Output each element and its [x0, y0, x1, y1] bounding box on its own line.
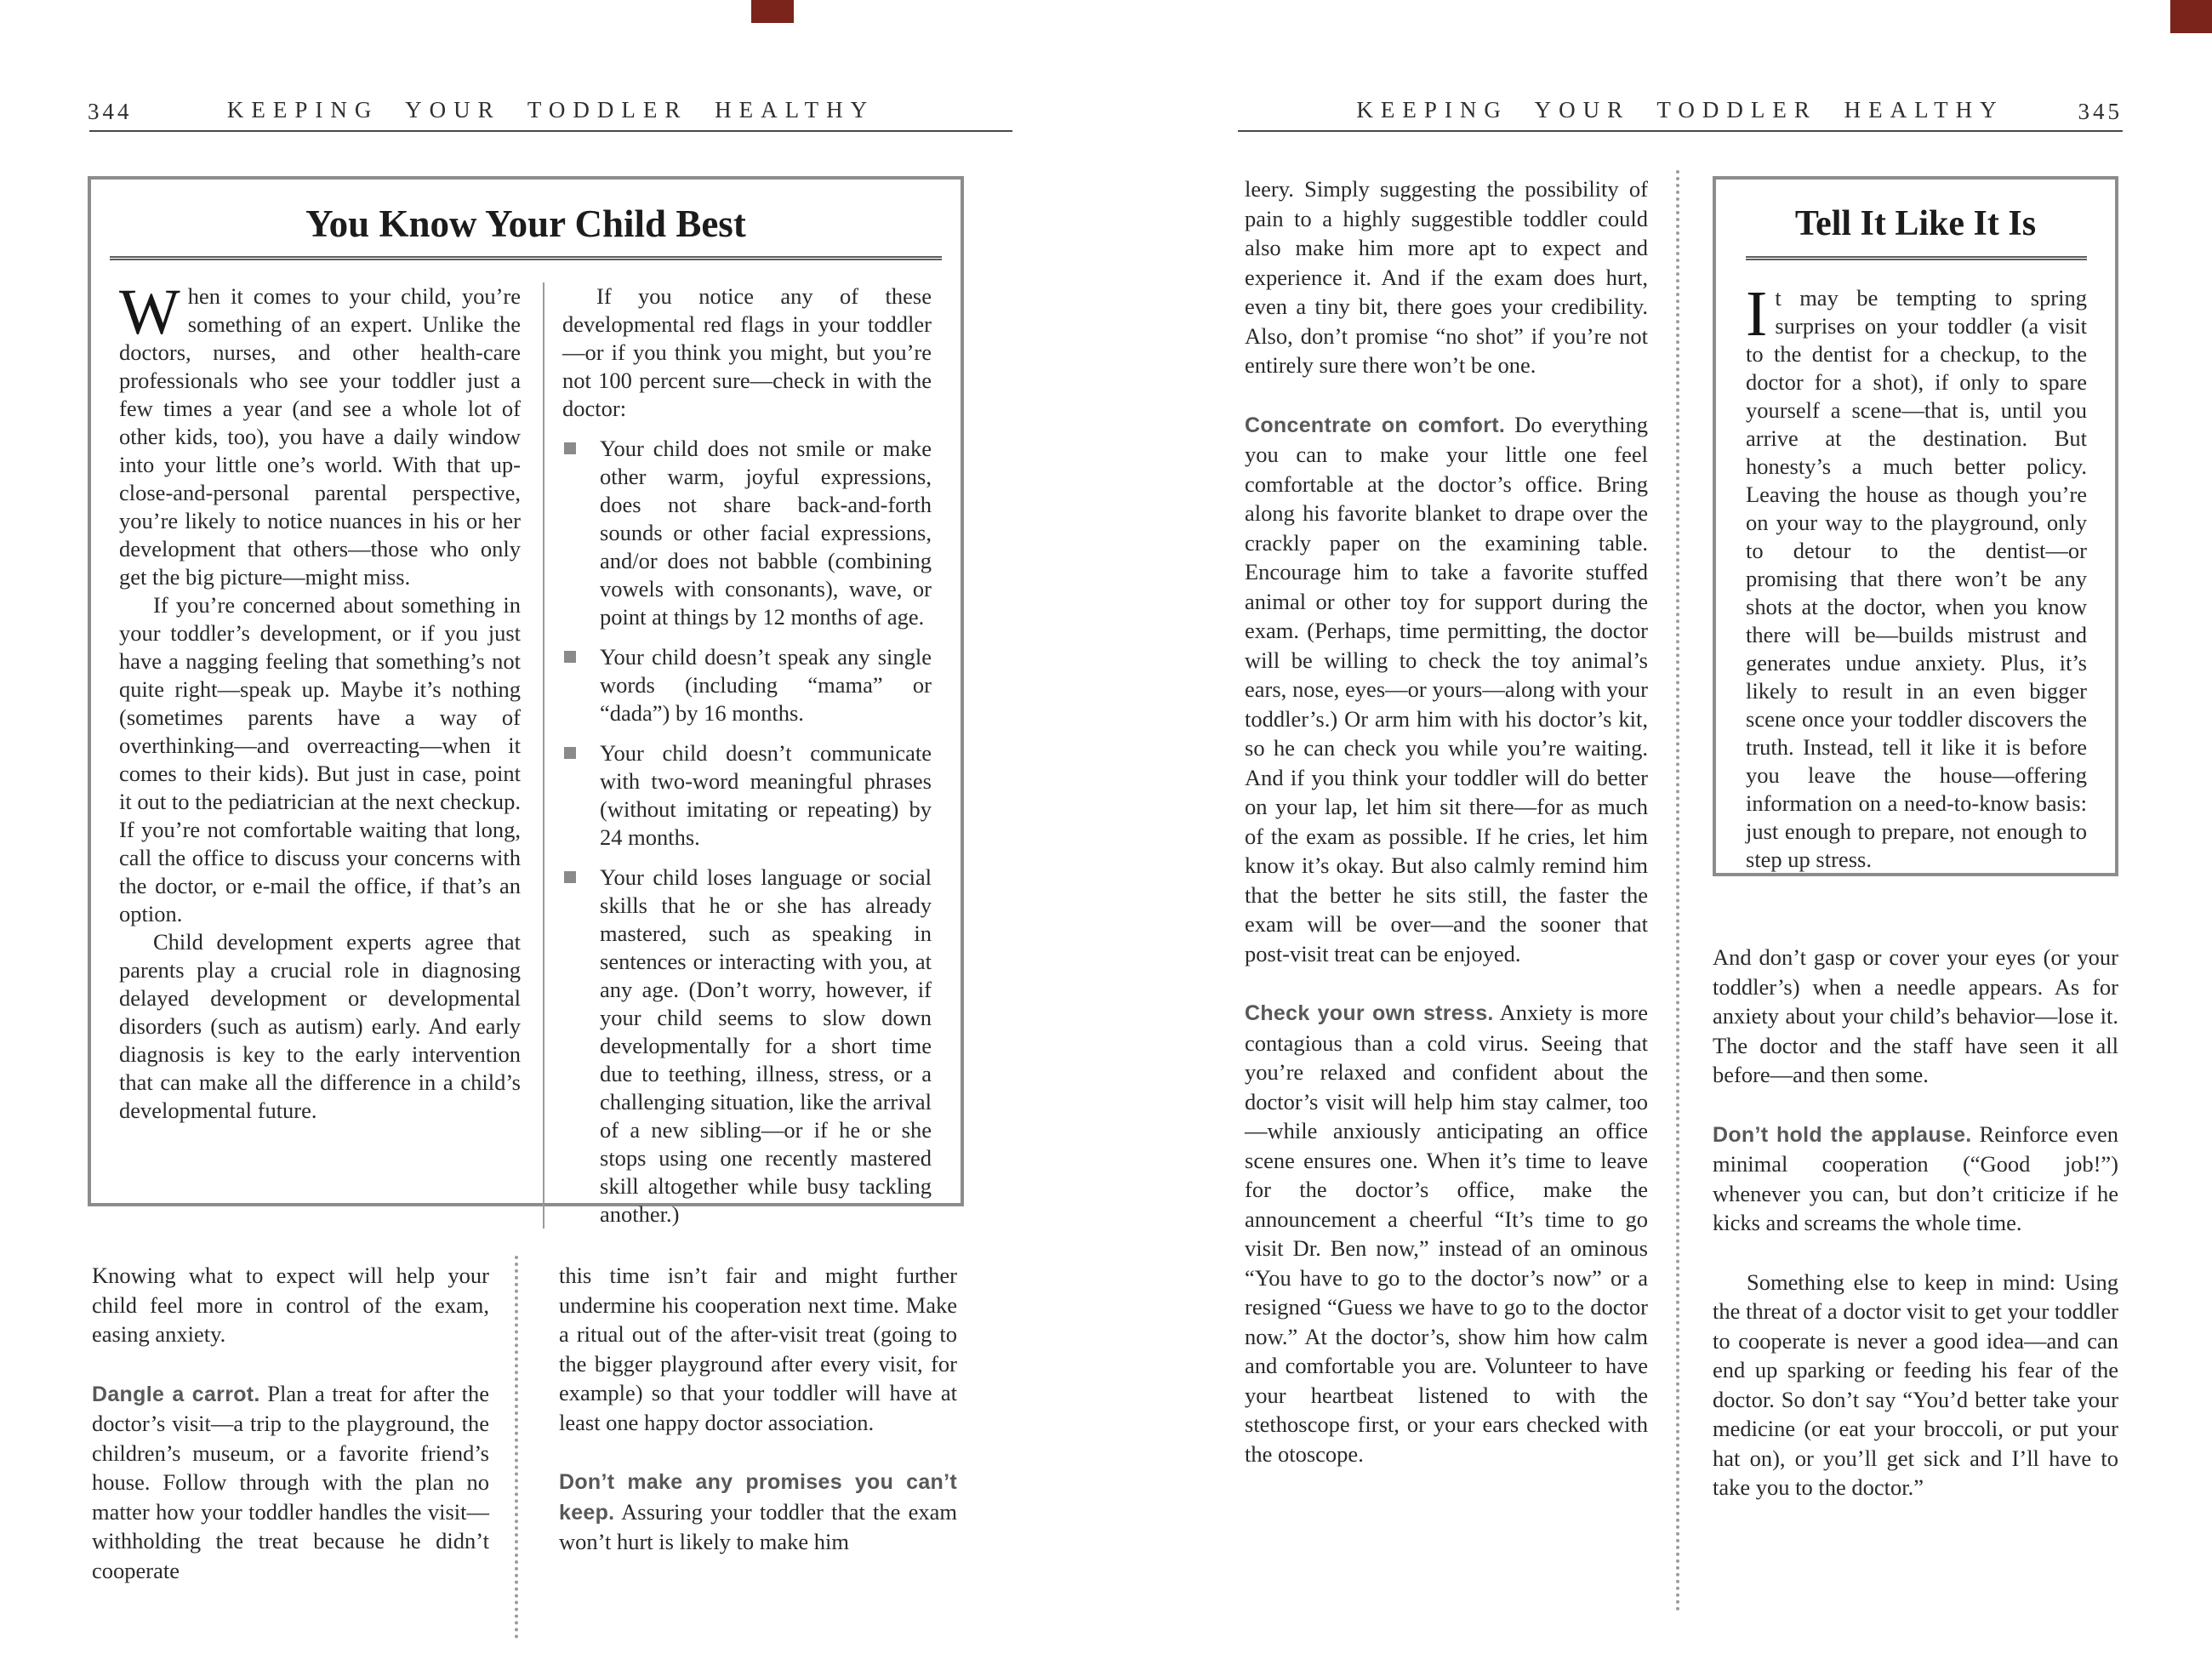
box-column-1	[119, 276, 544, 1229]
red-scan-mark-top	[751, 0, 794, 23]
box-columns	[119, 276, 932, 1229]
paragraph: When it comes to your child, you’re something of an expert. Unlike the doctors, nurses, and other health-care professionals who see your toddler just a few times a year (and see a whole lot of other kids, too), you have a daily window into your little one’s world. With that up-close-and-personal parental perspective, you’re likely to notice nuances in his or her development that others—those who only get the big picture—might miss.	[119, 276, 521, 590]
paragraph-with-lead: Dangle a carrot. Plan a treat for after the doctor’s visit—a trip to the playground, the children’s museum, or a favorite friend’s house. Follow through with the plan no matter how your toddler handles the visit—withholding the treat because he didn’t cooperate	[92, 1380, 489, 1583]
paragraph-with-lead: Check your own stress. Anxiety is more contagious than a cold virus. Seeing that you’re relaxed and confident about the doctor’s visit will help him stay calmer, too—while anxiously anticipating an office scene ensures one. When it’s time to leave for the doctor’s office, make the announcement a cheerful “It’s time to go visit Dr. Ben now,” instead of an ominous “You have to go to the doctor’s now” or a resigned “Guess we have to go to the doctor now.” At the doctor’s, show him how calm and comfortable you are. Volunteer to have your heartbeat listened to with the stethoscope first, or your ears checked with the otoscope.	[1245, 1000, 1648, 1467]
sidebar-box-you-know-your-child-best	[88, 176, 964, 1227]
red-flag-bullet-item: Your child doesn’t speak any single words (including “mama” or “dada”) by 16 months.	[562, 643, 932, 727]
left-page-lower-column-2	[559, 1261, 957, 1557]
paragraph-lead: Don’t hold the applause.	[1713, 1122, 1972, 1147]
running-head-left: KEEPING YOUR TODDLER HEALTHY	[226, 97, 875, 123]
paragraph-lead: Check your own stress.	[1245, 1001, 1494, 1025]
box-body	[1746, 278, 2087, 874]
page-number-right: 345	[2078, 99, 2123, 124]
paragraph-lead: Concentrate on comfort.	[1245, 413, 1506, 437]
paragraph: If you’re concerned about something in your toddler’s development, or if you just have a nagging feeling that something’s not quite right—speak up. Maybe it’s nothing (sometimes parents have a way of overthinking—and overreacting—when it comes to their kids). But just in case, point it out to the pediatrician at the next checkup. If you’re not comfortable waiting that long, call the office to discuss your concerns with the doctor, or e-mail the office, if that’s an option.	[119, 592, 521, 926]
box-column-2	[544, 282, 932, 1229]
paragraph: It may be tempting to spring surprises on your toddler (a visit to the dentist for a checkup, to the doctor for a shot), if only to spare yourself a scene—that is, until you arrive at the destination. But honesty’s a much better policy. Leaving the house as though you’re on your way to the playground, only to detour to the dentist—or promising that there won’t be any shots at the doctor, when you know there will be—builds mistrust and generates undue anxiety. Plus, it’s likely to result in an even bigger scene once your toddler discovers the truth. Instead, tell it like it is before you leave the house—offering information on a need-to-know basis: just enough to prepare, not enough to step up stress.	[1746, 278, 2087, 872]
header-rule-left	[89, 130, 1012, 132]
header-rule-right	[1238, 130, 2123, 132]
paragraph: Something else to keep in mind: Using the threat of a doctor visit to get your toddler to cooperate is never a good idea—and can end up sparking or feeding his fear of the doctor. So don’t say “You’d better take your medicine (or eat your broccoli, or put your hat on), or you’ll get sick and I’ll have to take you to the doctor.”	[1713, 1268, 2118, 1500]
paragraph-lead: Don’t make any promises you can’t keep.	[559, 1470, 957, 1525]
paragraph-with-lead: Don’t hold the applause. Reinforce even minimal cooperation (“Good job!”) whenever you can, but don’t criticize if he kicks and screams the whole time.	[1713, 1120, 2119, 1235]
right-page-column-1	[1245, 174, 1648, 1468]
paragraph: Knowing what to expect will help your child feel more in control of the exam, easing anxiety.	[92, 1263, 489, 1347]
paragraph-lead: Dangle a carrot.	[92, 1382, 260, 1406]
box-title: You Know Your Child Best	[305, 202, 746, 245]
red-flags-intro: If you notice any of these developmental red flags in your toddler—or if you think you might, but you’re not 100 percent sure—check in with the doctor:	[562, 283, 932, 421]
sidebar-box-tell-it-like-it-is	[1713, 176, 2118, 876]
paragraph: And don’t gasp or cover your eyes (or your toddler’s) when a needle appears. As for anxiety about your child’s behavior—lose it. The doctor and the staff have seen it all before—and then some.	[1713, 944, 2118, 1087]
box-title: Tell It Like It Is	[1794, 204, 2037, 243]
left-page-lower-column-1	[92, 1261, 489, 1585]
title-double-rule	[1746, 256, 2087, 260]
right-page-lower-column	[1713, 943, 2118, 1502]
red-flag-bullet-item: Your child doesn’t communicate with two-word meaningful phrases (without imitating or repeating) by 24 months.	[562, 739, 932, 852]
paragraph: this time isn’t fair and might further undermine his cooperation next time. Make a ritual out of the after-visit treat (going to the bigger playground after every visit, for example) so that your toddler will have at least one happy doctor association.	[559, 1263, 957, 1435]
paragraph-with-lead: Don’t make any promises you can’t keep. Assuring your toddler that the exam won’t hurt is likely to make him	[559, 1470, 957, 1554]
title-double-rule	[110, 256, 942, 260]
drop-cap: W	[119, 276, 180, 348]
column-divider-dotted-right-page	[1676, 170, 1679, 1612]
red-scan-mark-corner	[2170, 0, 2212, 33]
paragraph: Child development experts agree that parents play a crucial role in diagnosing delayed development or developmental disorders (such as autism) early. And early diagnosis is key to the early intervention that can make all the difference in a child’s developmental future.	[119, 929, 521, 1123]
red-flag-bullet-item: Your child loses language or social skills that he or she has already mastered, such as speaking in sentences or interacting with you, at any age. (Don’t worry, however, if your child seems to slow down developmentally for a short time due to teething, illness, stress, or a challenging situation, like the arrival of a new sibling—or if he or she stops using one recently mastered skill altogether while busy tackling another.)	[562, 864, 932, 1229]
column-divider-dotted-left-page	[515, 1256, 518, 1639]
paragraph: leery. Simply suggesting the possibility of pain to a highly suggestible toddler could also make him more apt to expect and experience it. And if the exam does hurt, even a tiny bit, there goes your credibility. Also, don’t promise “no shot” if you’re not entirely sure there won’t be one.	[1245, 176, 1648, 378]
page-number-left: 344	[88, 99, 133, 124]
running-head-right: KEEPING YOUR TODDLER HEALTHY	[1356, 97, 2004, 123]
red-flag-bullet-item: Your child does not smile or make other warm, joyful expressions, does not share back-and-forth sounds or other facial expressions, and/or does not babble (combining vowels with consonants), wave, or point at things by 12 months of age.	[562, 435, 932, 631]
paragraph-with-lead: Concentrate on comfort. Do everything you can to make your little one feel comfortable at the doctor’s office. Bring along his favorite blanket to drape over the crackly paper on the examining table. Encourage him to take a favorite stuffed animal or other toy for support during the exam. (Perhaps, time permitting, the doctor will be willing to check the toy animal’s ears, nose, eyes—or yours—along with your toddler’s.) Or arm him with his doctor’s kit, so he can check you while you’re waiting. And if you think your toddler will do better on your lap, let him sit there—for as much of the exam as possible. If he cries, let him know it’s okay. But also calmly remind him that the better he sits still, the faster the exam will be over—and the sooner that post-visit treat can be enjoyed.	[1245, 411, 1648, 966]
red-flags-list	[562, 435, 932, 1229]
drop-cap: I	[1746, 278, 1768, 350]
